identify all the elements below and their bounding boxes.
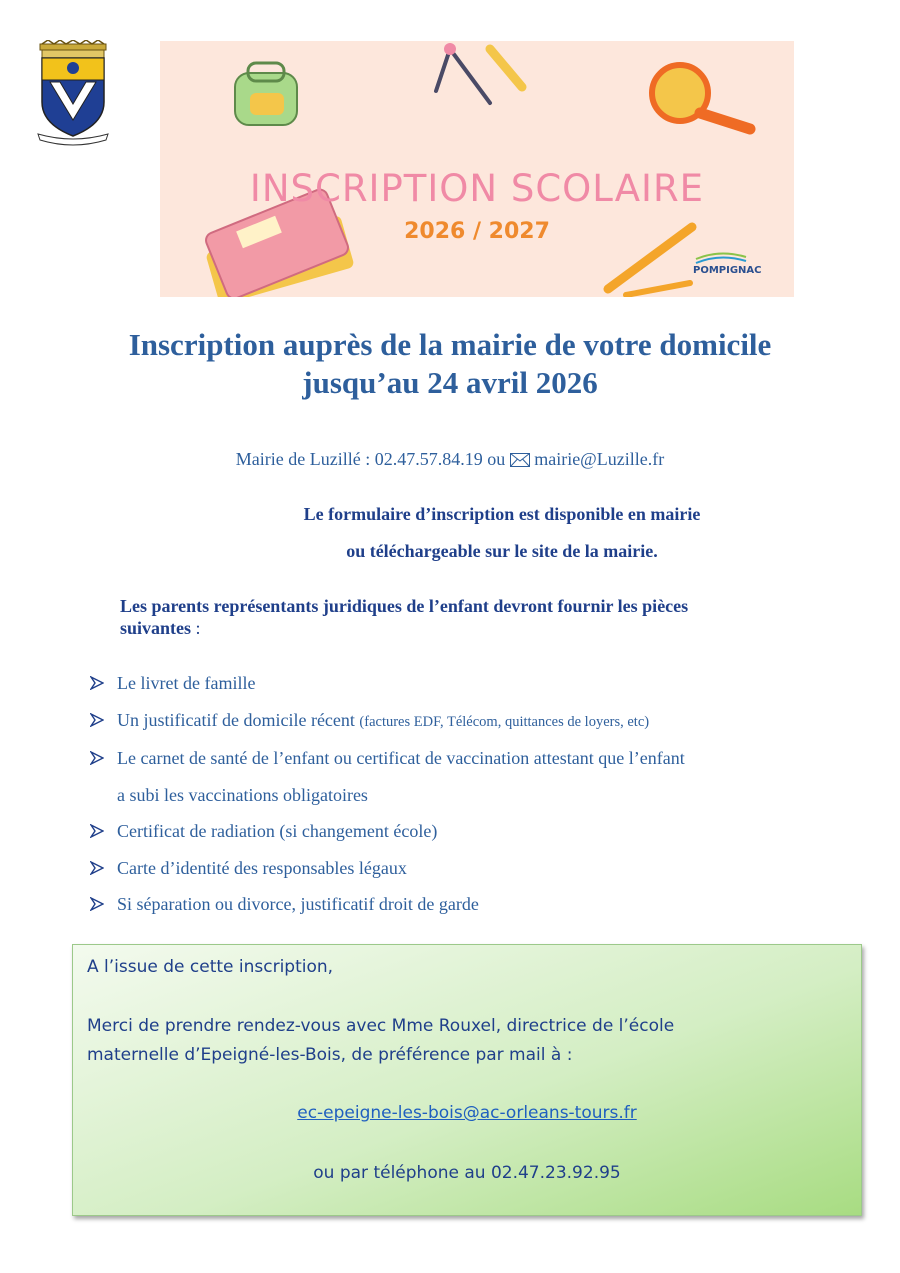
banner-title: INSCRIPTION SCOLAIRE	[249, 167, 705, 210]
magnifying-glass-icon	[652, 65, 750, 129]
school-registration-banner	[160, 41, 794, 297]
banner-brand-name: POMPIGNAC	[693, 265, 762, 276]
arrow-bullet-icon	[90, 824, 104, 838]
form-note-line-1: Le formulaire d’inscription est disponible en mairie	[303, 504, 701, 524]
document-label: Un justificatif de domicile récent	[117, 709, 360, 730]
parents-requirements-intro	[120, 595, 760, 639]
list-item	[90, 850, 850, 887]
list-item	[90, 813, 850, 850]
document-label: Carte d’identité des responsables légaux	[117, 857, 407, 878]
backpack-icon	[235, 63, 297, 125]
next-steps-line-2: maternelle d’Epeigné-les-Bois, de préférence par mail à :	[87, 1045, 573, 1065]
document-label: Le livret de famille	[117, 673, 256, 693]
required-documents-list	[90, 665, 850, 923]
town-hall-contact	[0, 449, 900, 470]
form-availability-note	[200, 496, 804, 570]
next-steps-line-1: Merci de prendre rendez-vous avec Mme Rouxel, directrice de l’école	[87, 1016, 675, 1036]
arrow-bullet-icon	[90, 676, 104, 690]
parents-intro-bold: Les parents représentants juridiques de l’enfant devront fournir les pièces suivantes	[120, 596, 689, 638]
next-steps-intro: A l’issue de cette inscription,	[87, 957, 334, 977]
headline-line-2: jusqu’au 24 avril 2026	[302, 365, 598, 400]
town-crest-logo	[34, 40, 112, 148]
parents-intro-suffix: :	[191, 618, 201, 638]
document-label: Le carnet de santé de l’enfant ou certificat de vaccination attestant que l’enfant	[117, 748, 685, 768]
arrow-bullet-icon	[90, 751, 104, 765]
next-steps-box	[72, 944, 862, 1216]
school-phone-line: ou par téléphone au 02.47.23.92.95	[313, 1163, 621, 1183]
envelope-icon	[510, 453, 530, 467]
contact-email-link[interactable]: mairie@Luzille.fr	[534, 449, 665, 469]
school-email-link[interactable]: ec-epeigne-les-bois@ac-orleans-tours.fr	[297, 1103, 637, 1123]
pencil-icon	[490, 49, 522, 87]
arrow-bullet-icon	[90, 861, 104, 875]
contact-text: Mairie de Luzillé : 02.47.57.84.19 ou	[235, 449, 506, 469]
document-label: a subi les vaccinations obligatoires	[117, 784, 368, 805]
banner-school-year: 2026 / 2027	[404, 219, 550, 244]
headline-line-1: Inscription auprès de la mairie de votre domicile	[128, 327, 772, 362]
form-note-line-2: ou téléchargeable sur le site de la mairie.	[346, 541, 658, 561]
arrow-bullet-icon	[90, 897, 104, 911]
document-label: Certificat de radiation (si changement école)	[117, 821, 438, 841]
document-label: Si séparation ou divorce, justificatif droit de garde	[117, 894, 479, 914]
document-note: (factures EDF, Télécom, quittances de loyers, etc)	[359, 713, 650, 730]
compass-icon	[436, 43, 490, 103]
list-item-continuation	[90, 777, 850, 814]
brand-logo-waves	[696, 253, 746, 263]
list-item	[90, 740, 850, 777]
list-item	[90, 702, 850, 741]
registration-headline	[40, 326, 860, 402]
arrow-bullet-icon	[90, 713, 104, 727]
list-item	[90, 886, 850, 923]
list-item	[90, 665, 850, 702]
